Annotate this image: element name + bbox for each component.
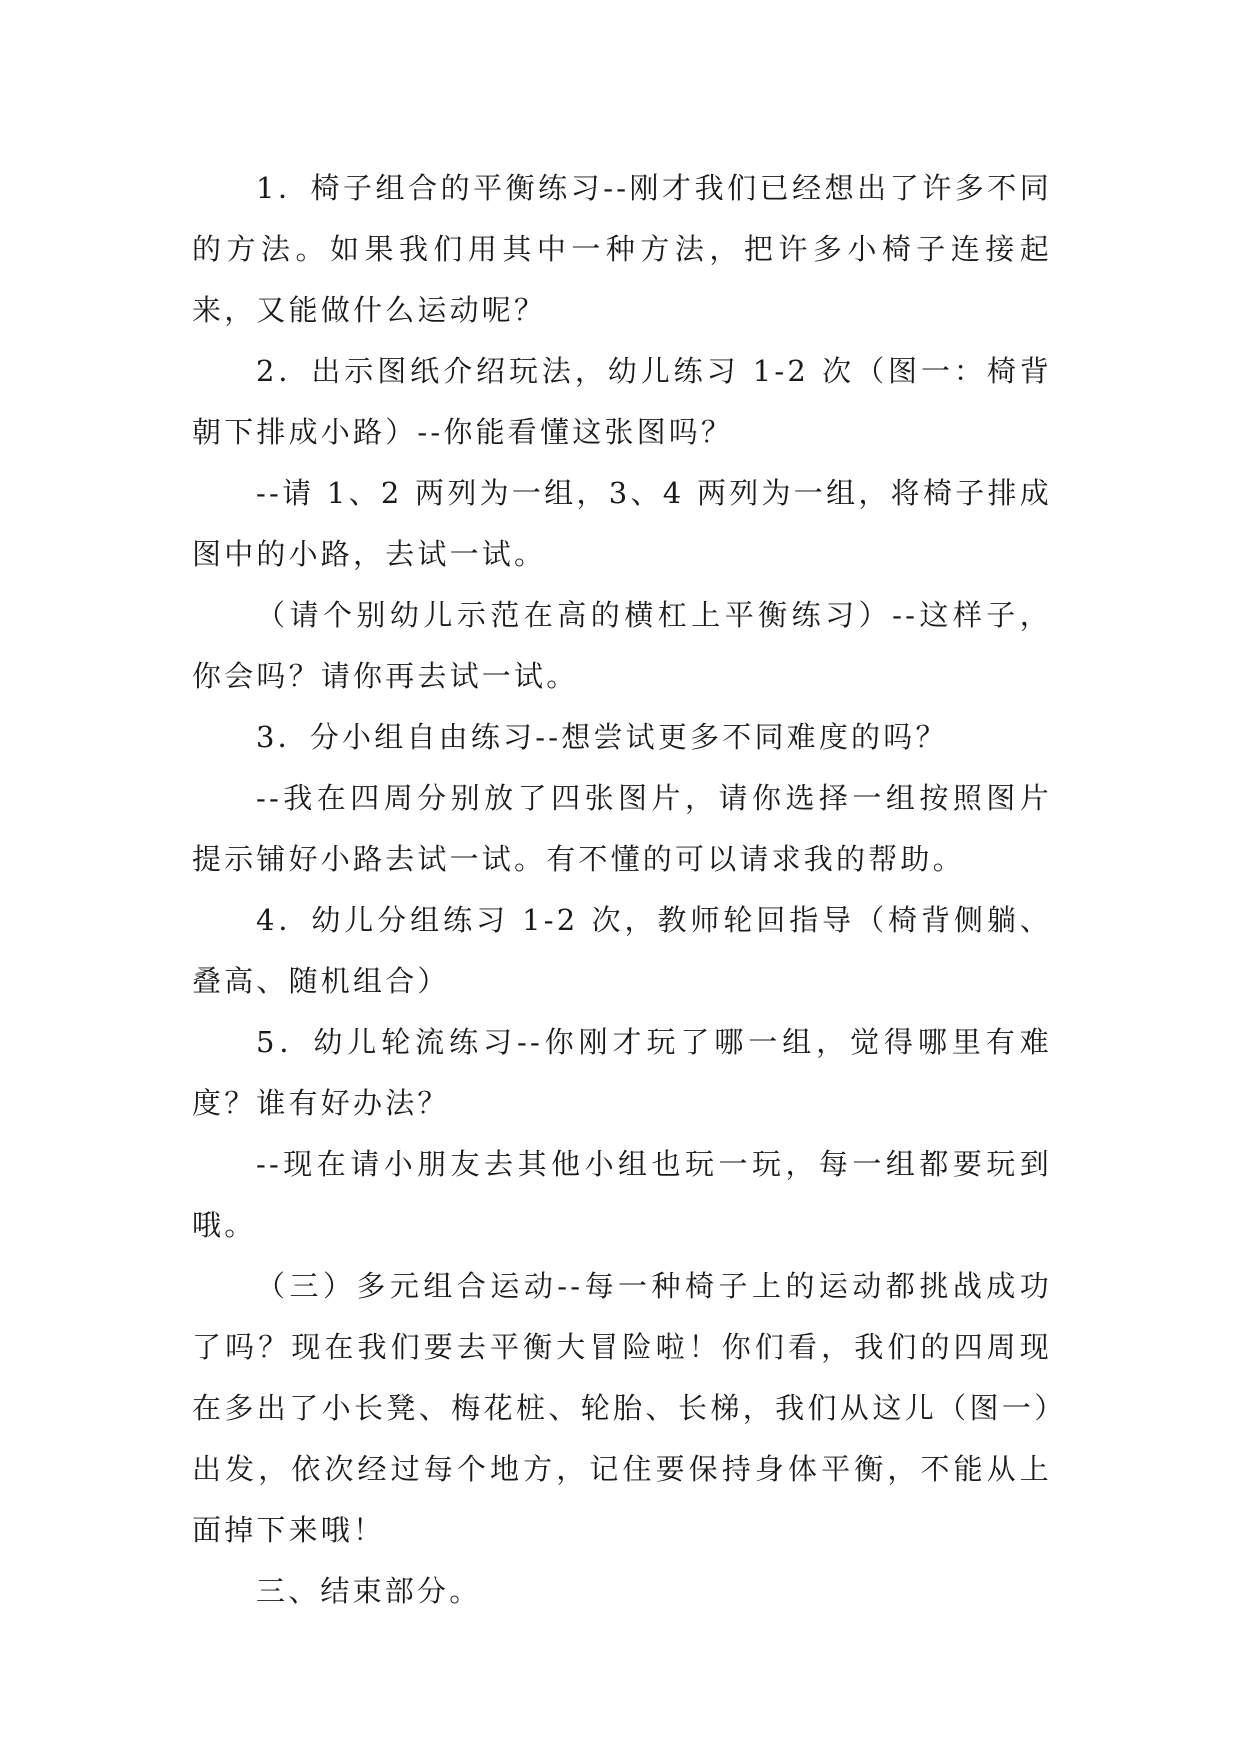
document-page [192, 158, 1052, 1622]
paragraph-1: 1．椅子组合的平衡练习--刚才我们已经想出了许多不同的方法。如果我们用其中一种方法，把许多小椅子连接起来，又能做什么运动呢？ [192, 171, 1052, 327]
paragraph-9: --现在请小朋友去其他小组也玩一玩，每一组都要玩到哦。 [192, 1147, 1052, 1242]
paragraph-3: --请 1、2 两列为一组，3、4 两列为一组，将椅子排成图中的小路，去试一试。 [192, 476, 1052, 571]
paragraph-10: （三）多元组合运动--每一种椅子上的运动都挑战成功了吗？现在我们要去平衡大冒险啦！你们看，我们的四周现在多出了小长凳、梅花桩、轮胎、长梯，我们从这儿（图一）出发，依次经过每个地方，记住要保持身体平衡，不能从上面掉下来哦！ [192, 1269, 1052, 1547]
paragraph-7: 4．幼儿分组练习 1-2 次，教师轮回指导（椅背侧躺、叠高、随机组合） [192, 903, 1052, 998]
paragraph-11: 三、结束部分。 [256, 1574, 482, 1608]
paragraph-2: 2．出示图纸介绍玩法，幼儿练习 1-2 次（图一：椅背朝下排成小路）--你能看懂这张图吗？ [192, 354, 1052, 449]
paragraph-5: 3．分小组自由练习--想尝试更多不同难度的吗？ [256, 720, 948, 754]
paragraph-8: 5．幼儿轮流练习--你刚才玩了哪一组，觉得哪里有难度？谁有好办法？ [192, 1025, 1052, 1120]
paragraph-6: --我在四周分别放了四张图片，请你选择一组按照图片提示铺好小路去试一试。有不懂的可以请求我的帮助。 [192, 781, 1052, 876]
paragraph-4: （请个别幼儿示范在高的横杠上平衡练习）--这样子，你会吗？请你再去试一试。 [192, 598, 1052, 693]
